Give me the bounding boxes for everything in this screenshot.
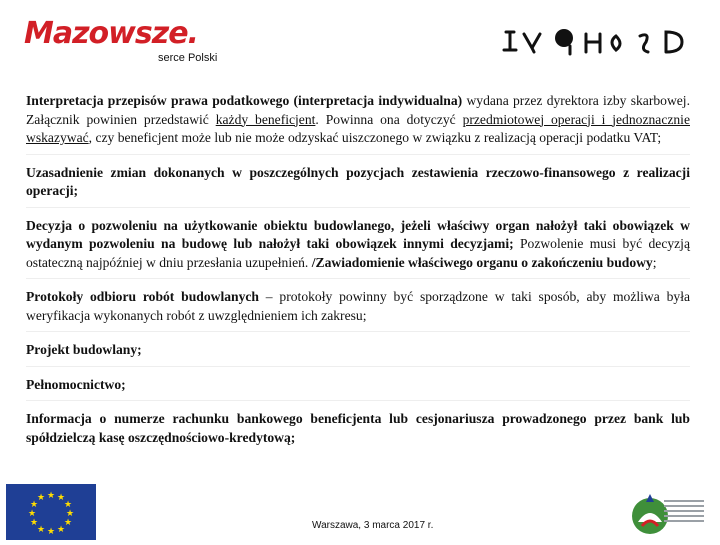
tax-interpretation-text-3: , czy beneficjent może lub nie może odzyskać uiszczonego w związku z realizacją operacji podatku VAT; xyxy=(88,130,662,145)
occupancy-permit-bold-1: Decyzja o pozwoleniu na użytkowanie obiektu budowlanego, jeżeli właściwy organ nałożył taki obowiązek w wydanym pozwoleniu na budowę lub nałożył taki obowiązek innymi decyzjami; xyxy=(26,217,690,251)
acceptance-protocols-title: Protokoły odbioru robót budowlanych xyxy=(26,289,259,304)
bank-account-text: Informacja o numerze rachunku bankowego beneficjenta lub cesjonariusza prowadzonego przez bank lub spółdzielczą kasę oszczędnościowo-kredytową; xyxy=(26,411,690,445)
occupancy-permit-bold-2: /Zawiadomienie właściwego organu o zakończeniu budowy xyxy=(311,254,653,270)
tax-interpretation-title: Interpretacja przepisów prawa podatkowego (interpretacja indywidualna) xyxy=(26,93,463,108)
svg-text:★: ★ xyxy=(56,493,66,503)
building-design-text: Projekt budowlany; xyxy=(26,342,142,357)
svg-text:★: ★ xyxy=(36,525,46,535)
tax-interpretation-underline-2: przedmiotowej operacji i jednoznacznie wskazywać xyxy=(26,111,690,145)
svg-text:★: ★ xyxy=(63,518,73,528)
paragraph-acceptance-protocols xyxy=(26,288,690,332)
svg-text:★: ★ xyxy=(63,500,73,510)
paragraph-tax-interpretation xyxy=(26,92,690,155)
svg-text:★: ★ xyxy=(36,493,46,503)
programme-logo-caption xyxy=(664,500,704,525)
paragraph-bank-account xyxy=(26,410,690,453)
svg-text:★: ★ xyxy=(29,500,39,510)
acceptance-protocols-text: – protokoły powinny być sporządzone w taki sposób, aby możliwa była weryfikacja wykonanych robót z uwzględnieniem ich zakresu; xyxy=(26,289,691,323)
logo-subtitle: serce Polski xyxy=(158,52,218,64)
svg-text:★: ★ xyxy=(27,509,37,519)
tax-interpretation-text-2: . Powinna ona dotyczyć xyxy=(315,111,463,127)
justification-text: Uzasadnienie zmian dokonanych w poszczególnych pozycjach zestawienia rzeczowo-finansowego z realizacji operacji; xyxy=(26,164,690,198)
tax-interpretation-underline-1: każdy beneficjent xyxy=(215,111,316,127)
footer xyxy=(0,480,720,540)
paragraph-building-design xyxy=(26,341,690,367)
paragraph-justification xyxy=(26,164,690,208)
footer-date: Warszawa, 3 marca 2017 r. xyxy=(312,520,434,531)
tax-interpretation-text-1: wydana przez dyrektora izby skarbowej. Załącznik powinien przedstawić xyxy=(26,93,690,127)
paragraph-power-of-attorney xyxy=(26,376,690,402)
svg-text:★: ★ xyxy=(56,525,66,535)
svg-text:★: ★ xyxy=(46,491,56,501)
eu-stars xyxy=(6,484,96,540)
mazowsze-logo: Mazowsze. xyxy=(24,16,198,51)
occupancy-permit-text-1: Pozwolenie musi być decyzją ostateczną najpóźniej w dniu przesłania uzupełnień. xyxy=(26,236,690,270)
power-of-attorney-text: Pełnomocnictwo; xyxy=(26,376,126,392)
eu-flag-icon xyxy=(6,484,96,540)
svg-text:★: ★ xyxy=(65,509,75,519)
occupancy-permit-text-2: ; xyxy=(652,254,657,270)
svg-text:★: ★ xyxy=(29,518,39,528)
paragraph-occupancy-permit xyxy=(26,217,690,280)
content xyxy=(26,92,690,462)
header xyxy=(0,0,720,80)
decorative-glyphs-icon xyxy=(500,24,708,58)
svg-text:★: ★ xyxy=(46,527,56,537)
